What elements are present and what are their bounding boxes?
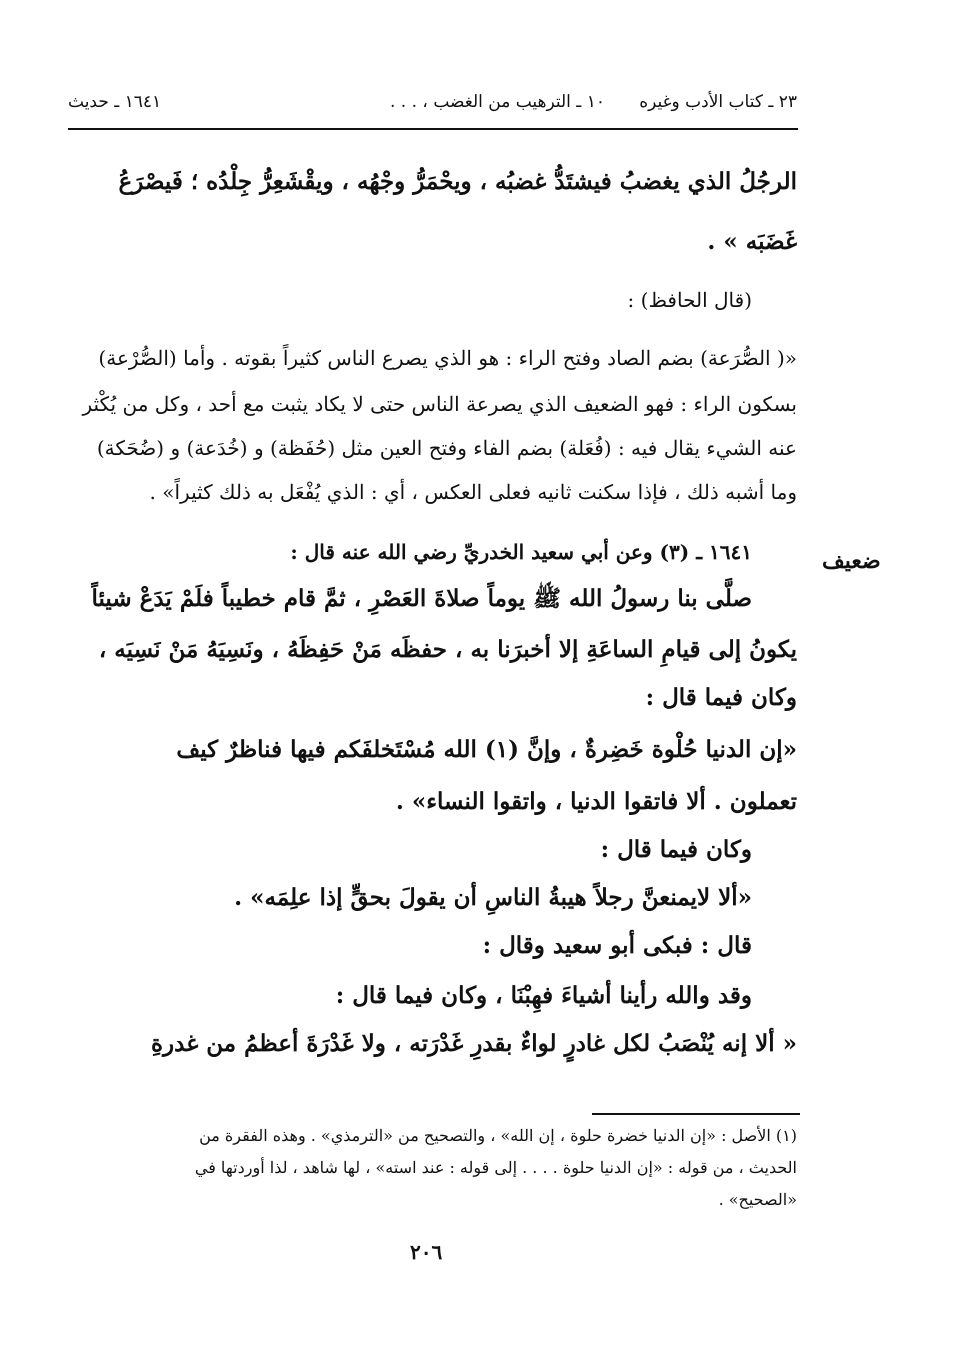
- text-line: «ألا لايمنعنَّ رجلاً هيبةُ الناسِ أن يقولَ بحقٍّ إذا علِمَه» .: [234, 884, 752, 911]
- text-line: وكان فيما قال :: [600, 836, 752, 863]
- text-line: صلَّى بنا رسولُ الله ﷺ يوماً صلاةَ العَصْرِ ، ثمَّ قام خطيباً فلَمْ يَدَعْ شيئاً: [91, 585, 752, 612]
- text-line: «( الصُّرَعة) بضم الصاد وفتح الراء : هو الذي يصرع الناس كثيراً بقوته . وأما (الصُّرْعة): [98, 346, 797, 370]
- header-hadith-number: ١٦٤١ ـ حديث: [68, 92, 162, 112]
- header-book-title: ٢٣ ـ كتاب الأدب وغيره: [639, 92, 797, 112]
- text-line: الرجُلُ الذي يغضبُ فيشتَدُّ غضبُه ، ويحْمَرُّ وجْهُه ، ويقْشَعِرُّ جِلْدُه ؛ فَيصْرَعُ: [118, 168, 797, 195]
- text-line: وما أشبه ذلك ، فإذا سكنت ثانيه فعلى العكس ، أي : الذي يُفْعَل به ذلك كثيراً» .: [149, 480, 797, 504]
- text-line: وكان فيما قال :: [645, 684, 797, 711]
- text-line: (قال الحافظ) :: [627, 288, 752, 312]
- text-line: بسكون الراء : فهو الضعيف الذي يصرعة الناس حتى لا يكاد يثبت مع أحد ، وكل من يُكْثر: [82, 392, 797, 416]
- hadith-heading: ١٦٤١ ـ (٣) وعن أبي سعيد الخدريِّ رضي الله عنه قال :: [290, 540, 752, 564]
- text-line: « ألا إنه يُنْصَبُ لكل غادرٍ لواءٌ بقدرِ غَدْرَته ، ولا غَدْرَةَ أعظمُ من غدرةِ: [150, 1030, 797, 1057]
- footnote-line: (١) الأصل : «إن الدنيا خضرة حلوة ، إن الله» ، والتصحيح من «الترمذي» . وهذه الفقرة من: [199, 1126, 797, 1145]
- text-line: غَضَبَه » .: [707, 228, 797, 255]
- footnote-rule: [592, 1113, 800, 1115]
- footnote-line: الحديث ، من قوله : «إن الدنيا حلوة . . . . إلى قوله : عند استه» ، لها شاهد ، لذا أوردتها في: [194, 1158, 797, 1177]
- grade-label: ضعيف: [822, 548, 881, 574]
- footnote-line: «الصحيح» .: [718, 1190, 797, 1209]
- text-line: يكونُ إلى قيامِ الساعَةِ إلا أخبرَنا به ، حفظَه مَنْ حَفِظَهُ ، ونَسِيَهُ مَنْ نَسِيَه ،: [98, 636, 797, 663]
- text-line: تعملون . ألا فاتقوا الدنيا ، واتقوا النساء» .: [395, 788, 797, 815]
- text-line: قال : فبكى أبو سعيد وقال :: [482, 932, 752, 959]
- text-line: «إن الدنيا حُلْوة خَضِرةٌ ، وإنَّ (١) الله مُسْتَخلفَكم فيها فناظرٌ كيف: [176, 736, 797, 763]
- header-rule: [68, 128, 798, 130]
- text-line: وقد والله رأينا أشياءَ فهِبْنَا ، وكان فيما قال :: [335, 982, 752, 1009]
- text-line: عنه الشيء يقال فيه : (فُعَلة) بضم الفاء وفتح العين مثل (حُفَظة) و (خُدَعة) و (ضُحَكة): [96, 436, 797, 460]
- page-number: ٢٠٦: [410, 1240, 443, 1264]
- header-chapter-title: ١٠ ـ الترهيب من الغضب ، . . .: [390, 92, 605, 112]
